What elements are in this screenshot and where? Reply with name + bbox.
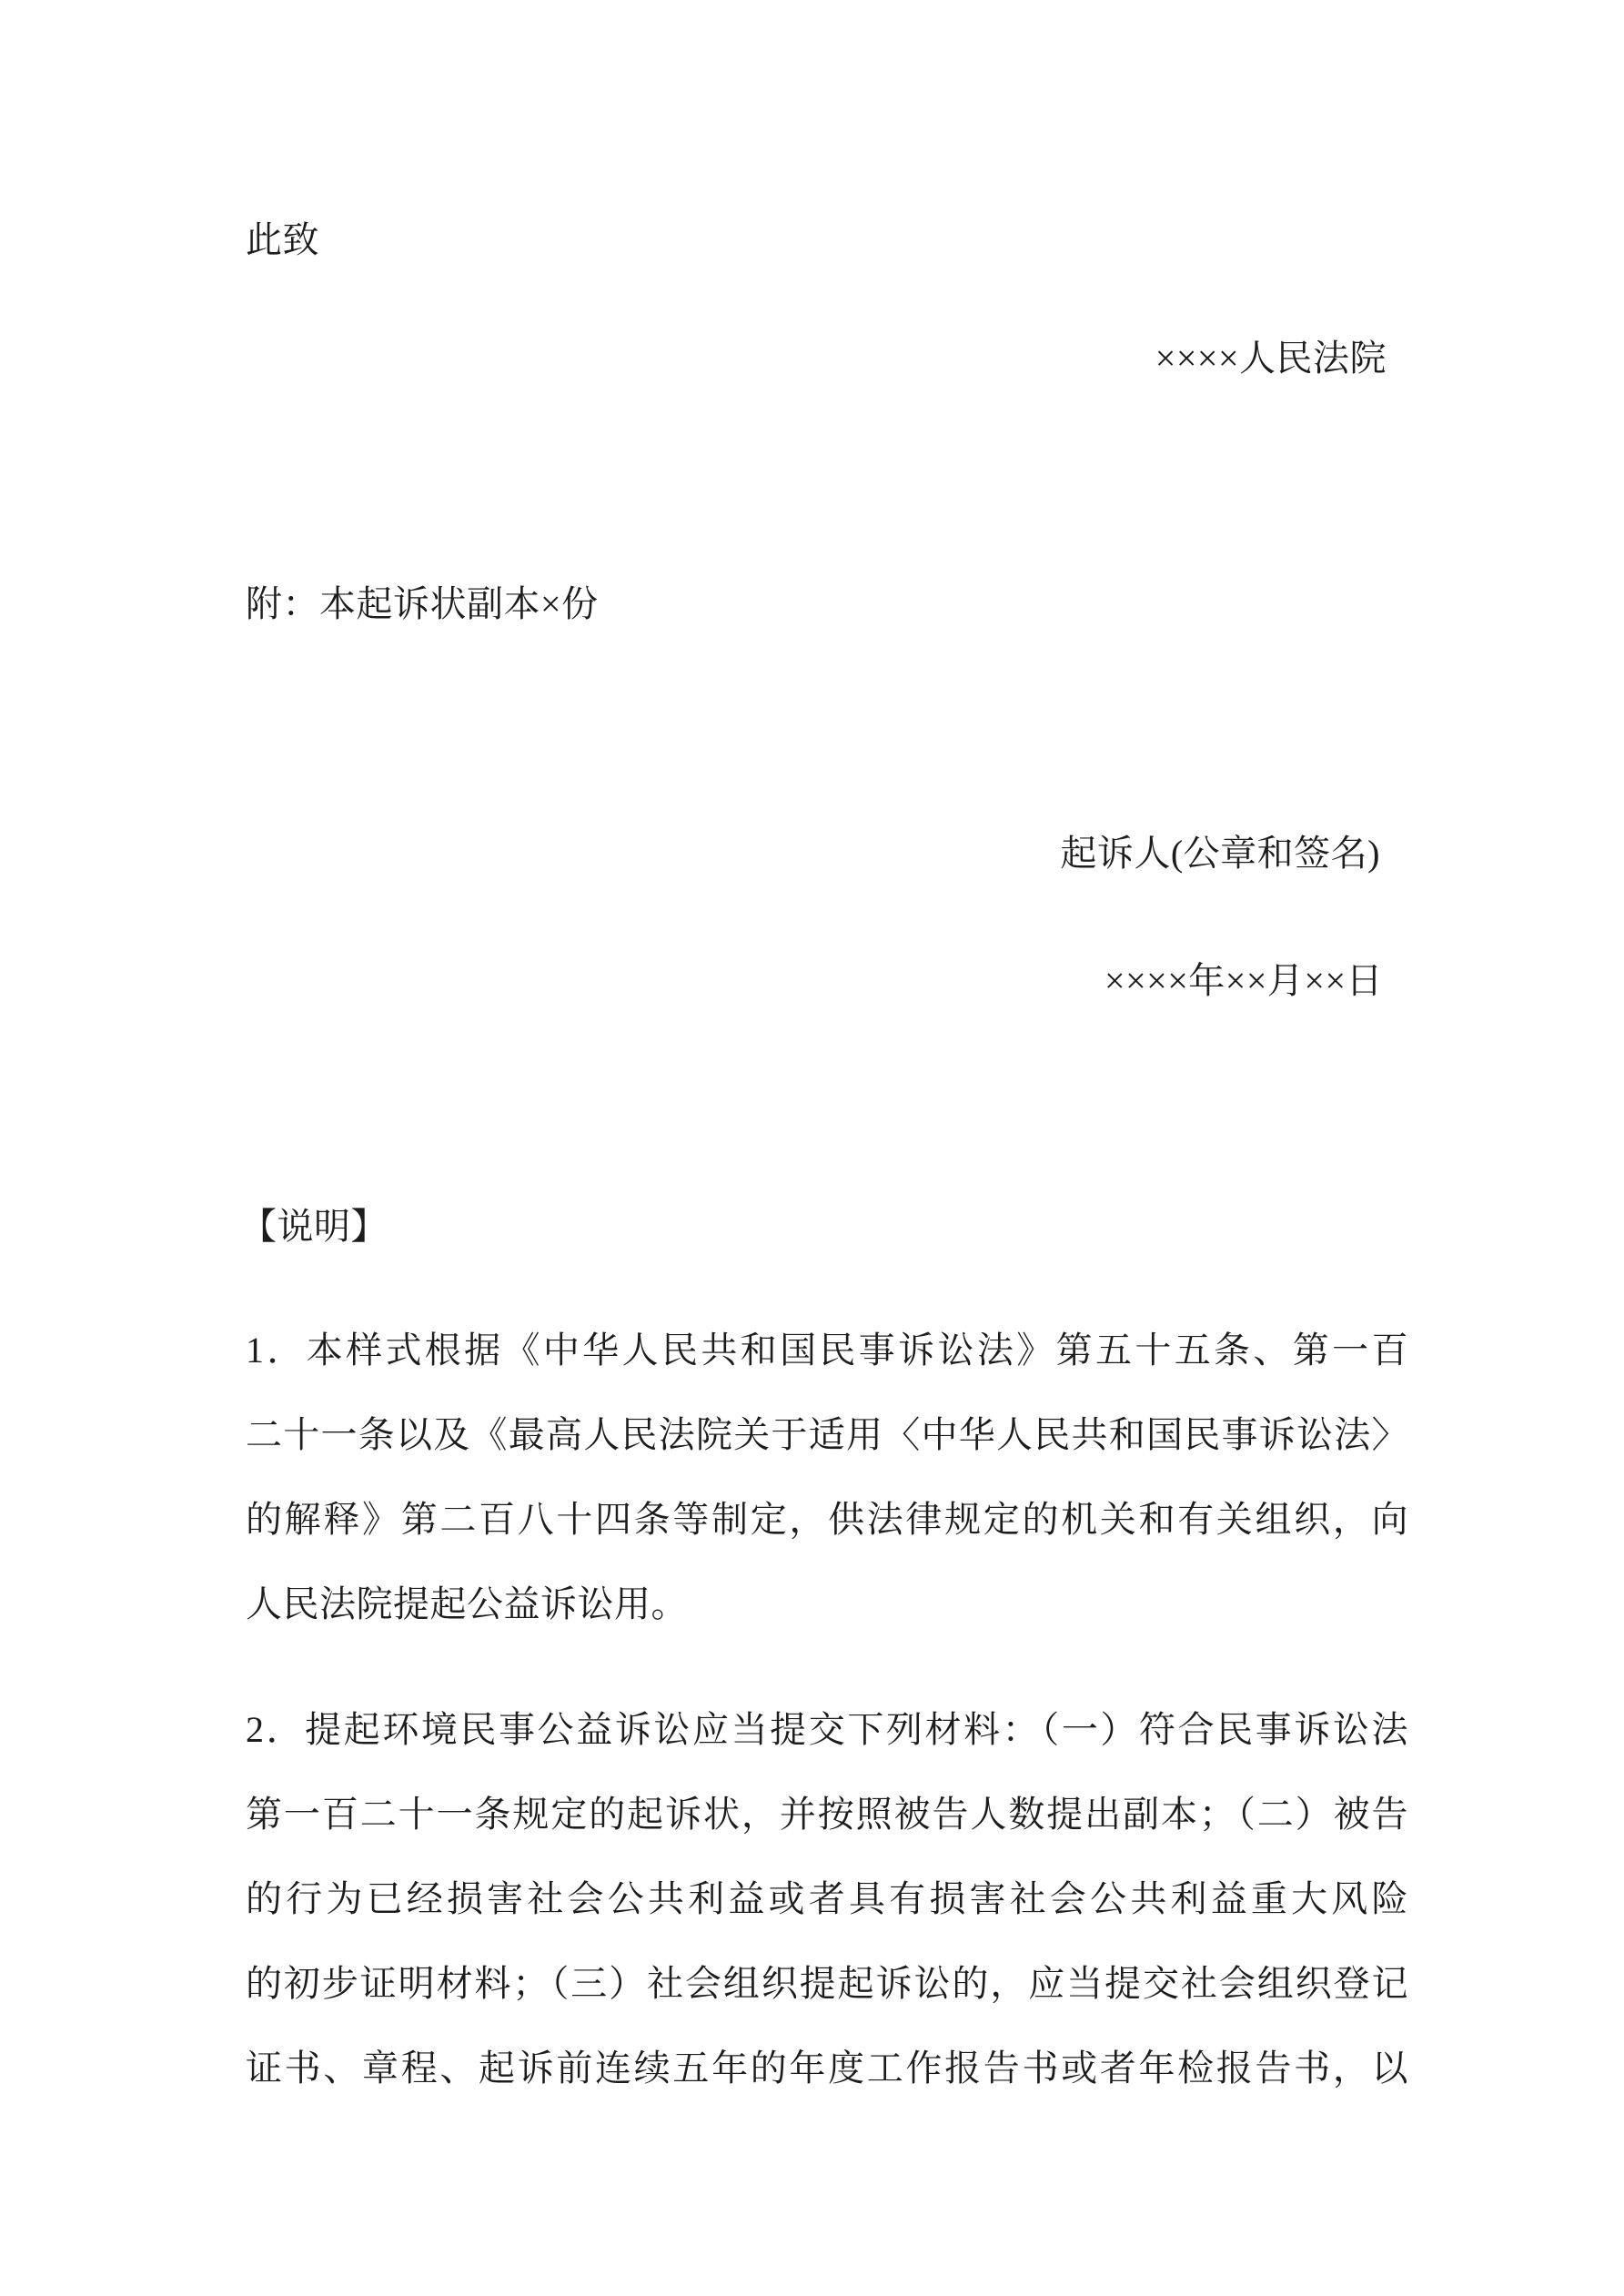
attachment-note: 附：本起诉状副本×份 — [246, 583, 599, 624]
note1-line-4: 人民法院提起公益诉讼用。 — [246, 1583, 688, 1624]
note2-line-5: 证书、章程、起诉前连续五年的年度工作报告书或者年检报告书，以 — [246, 2048, 1408, 2089]
closing-phrase: 此致 — [246, 219, 319, 260]
note2-line-1: 2．提起环境民事公益诉讼应当提交下列材料：（一）符合民事诉讼法 — [246, 1709, 1408, 1750]
note2-line-2: 第一百二十一条规定的起诉状，并按照被告人数提出副本；（二）被告 — [246, 1794, 1408, 1835]
note1-line-2: 二十一条以及《最高人民法院关于适用〈中华人民共和国民事诉讼法〉 — [246, 1414, 1408, 1455]
note1-line-3: 的解释》第二百八十四条等制定，供法律规定的机关和有关组织，向 — [246, 1499, 1408, 1540]
notes-heading: 【说明】 — [240, 1206, 388, 1247]
date-line: ××××年××月××日 — [1105, 960, 1383, 1001]
court-name: ××××人民法院 — [1155, 338, 1387, 379]
note2-line-4: 的初步证明材料；（三）社会组织提起诉讼的，应当提交社会组织登记 — [246, 1963, 1408, 2004]
note1-line-1: 1．本样式根据《中华人民共和国民事诉讼法》第五十五条、第一百 — [246, 1330, 1408, 1371]
note2-line-3: 的行为已经损害社会公共利益或者具有损害社会公共利益重大风险 — [246, 1878, 1408, 1919]
signer-line: 起诉人(公章和签名) — [1060, 833, 1380, 874]
